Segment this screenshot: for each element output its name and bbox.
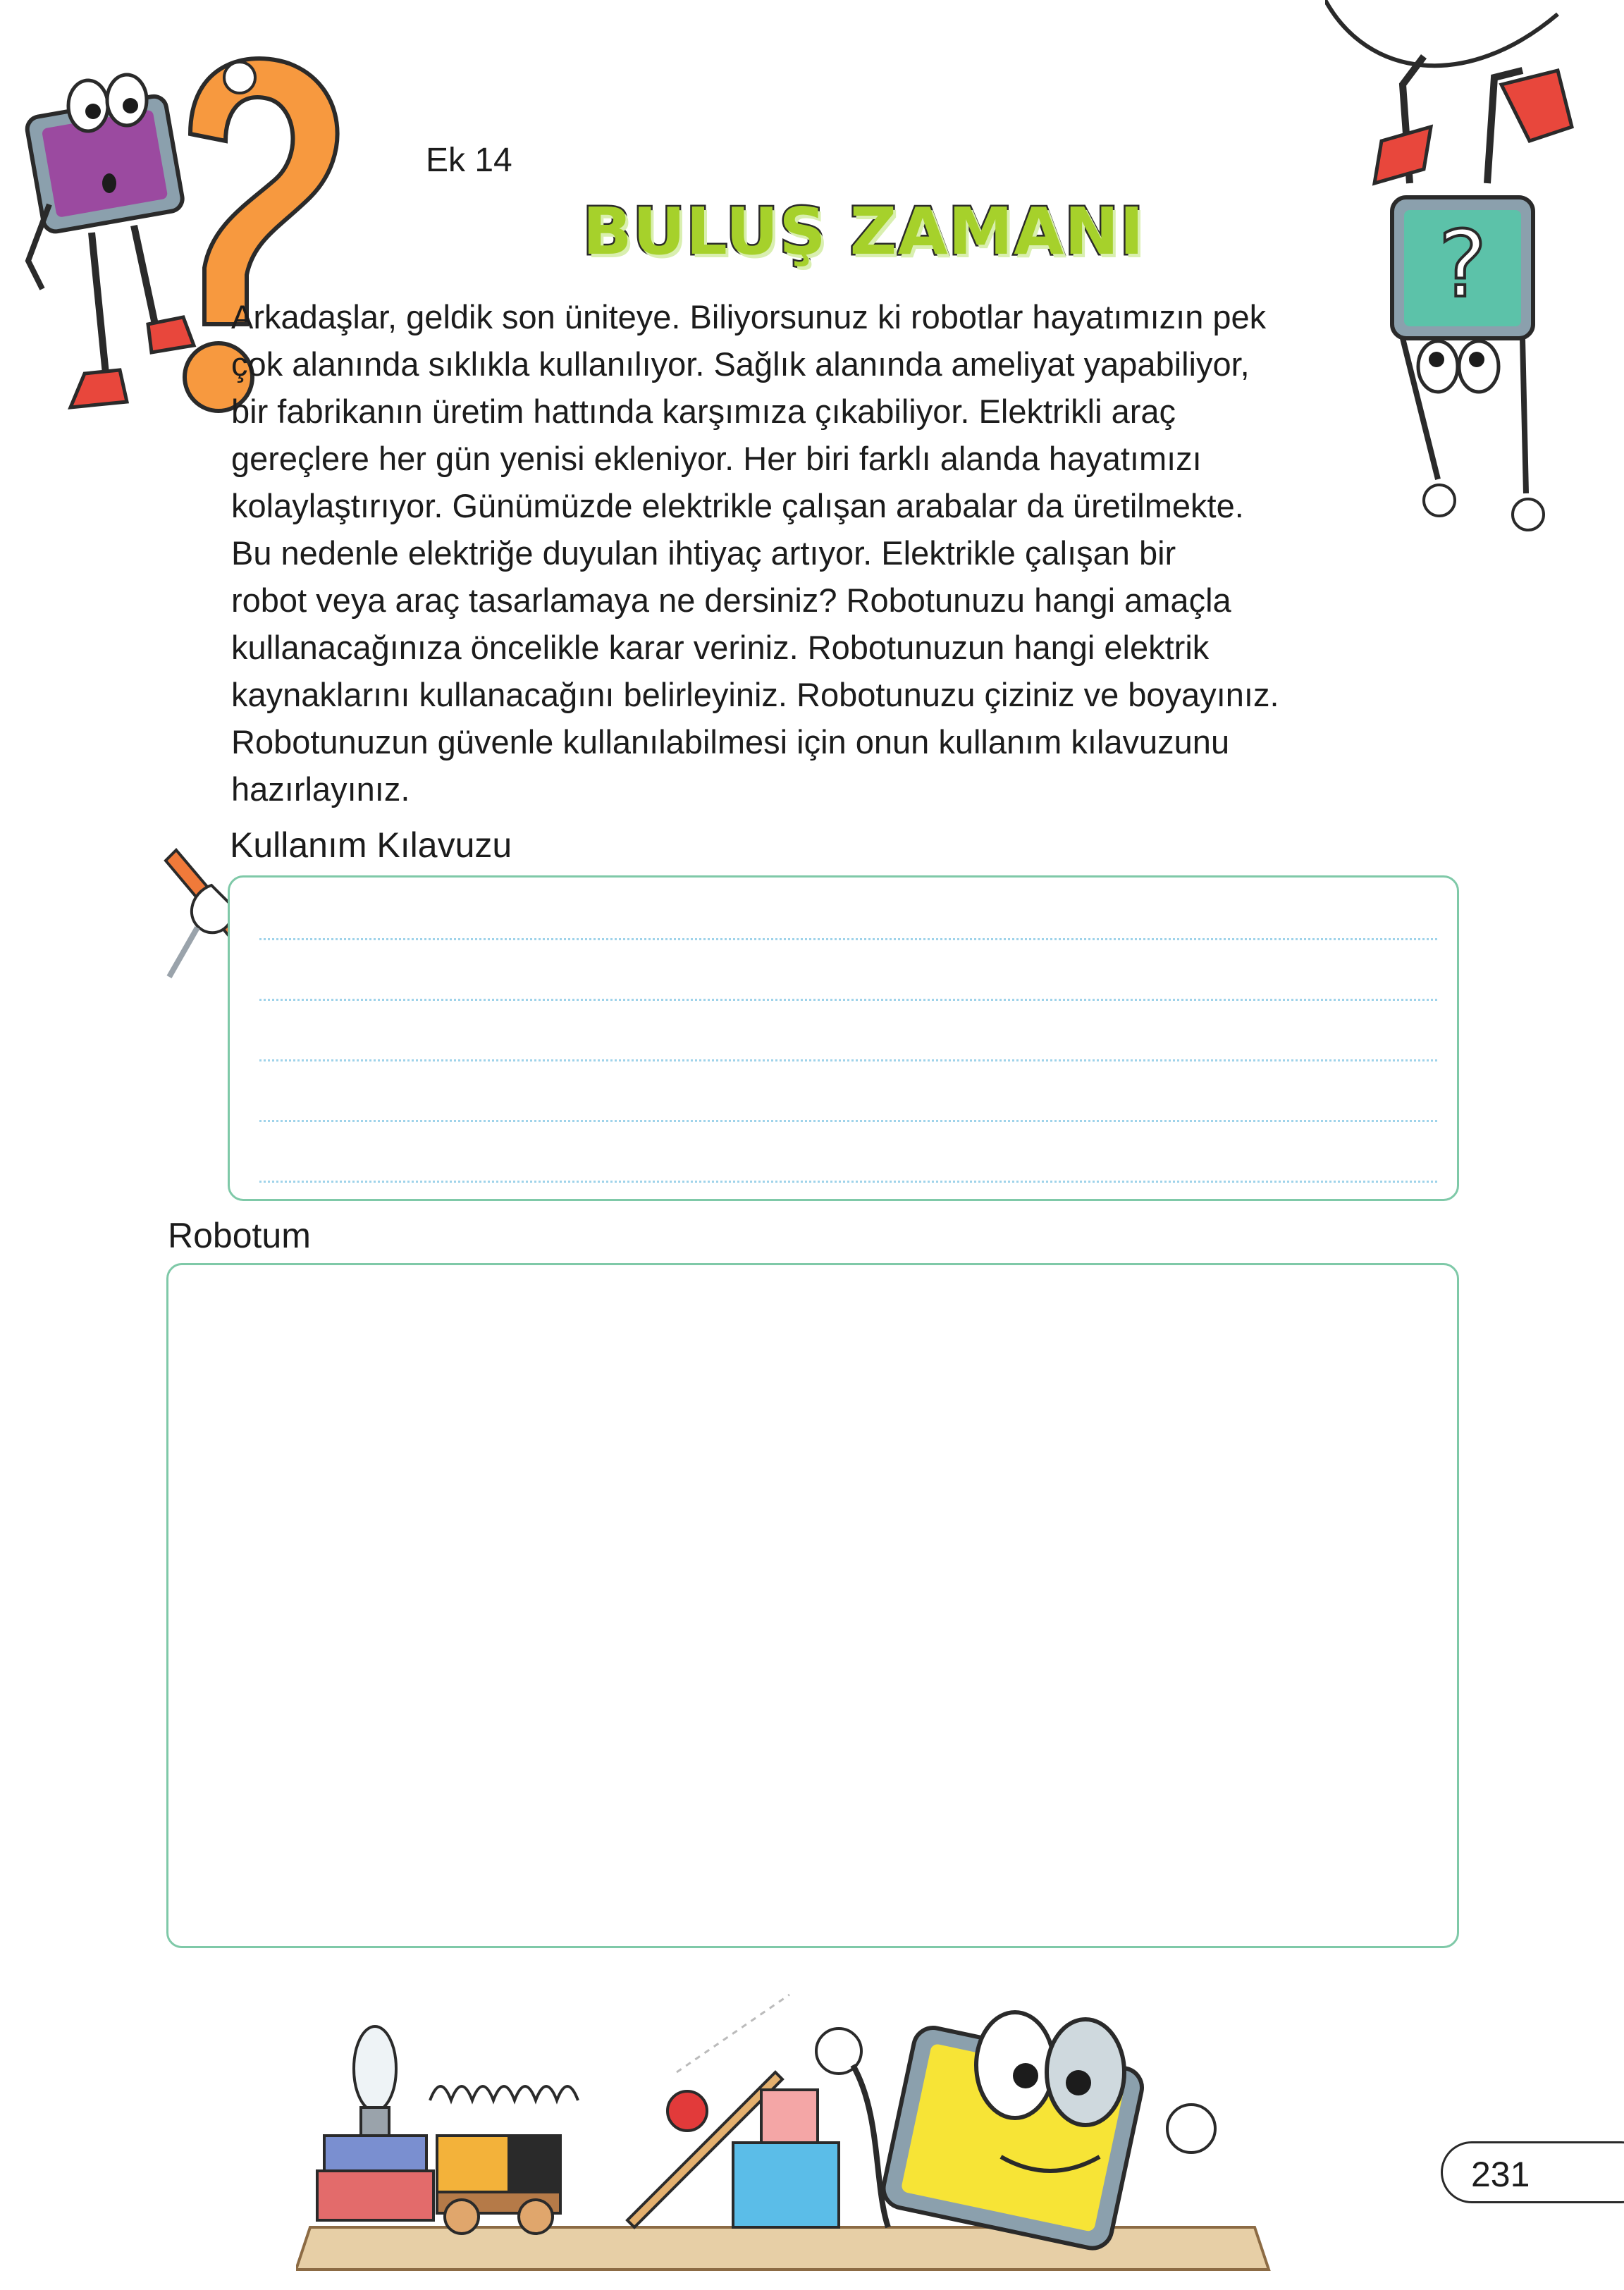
intro-paragraph xyxy=(231,293,1401,813)
bottom-electricity-illustration xyxy=(296,1931,1283,2284)
appendix-label: Ek 14 xyxy=(426,142,512,179)
intro-line: Robotunuzun güvenle kullanılabilmesi için onun kullanım kılavuzunu xyxy=(231,723,1230,761)
robot-drawing-box[interactable] xyxy=(166,1263,1459,1948)
guide-writing-box[interactable] xyxy=(228,875,1459,1201)
page-title: BULUŞ ZAMANI xyxy=(582,194,1145,269)
writing-line xyxy=(259,1059,1437,1061)
svg-text:?: ? xyxy=(1438,211,1487,318)
intro-line: kullanacağınıza öncelikle karar veriniz. Robotunuzun hangi elektrik xyxy=(231,629,1210,666)
intro-line: Arkadaşlar, geldik son üniteye. Biliyorsunuz ki robotlar hayatımızın pek xyxy=(231,298,1267,336)
intro-line: bir fabrikanın üretim hattında karşımıza çıkabiliyor. Elektrikli araç xyxy=(231,393,1176,430)
intro-line: kolaylaştırıyor. Günümüzde elektrikle çalışan arabalar da üretilmekte. xyxy=(231,487,1244,524)
intro-line: kaynaklarını kullanacağını belirleyiniz. Robotunuzu çiziniz ve boyayınız. xyxy=(231,676,1279,713)
robot-section-label: Robotum xyxy=(168,1216,311,1255)
intro-line: çok alanında sıklıkla kullanılıyor. Sağlık alanında ameliyat yapabiliyor, xyxy=(231,345,1250,383)
intro-line: gereçlere her gün yenisi ekleniyor. Her biri farklı alanda hayatımızı xyxy=(231,440,1202,477)
intro-line: Bu nedenle elektriğe duyulan ihtiyaç artıyor. Elektrikle çalışan bir xyxy=(231,534,1176,572)
guide-section-label: Kullanım Kılavuzu xyxy=(230,825,512,865)
writing-line xyxy=(259,1181,1437,1183)
writing-line xyxy=(259,938,1437,940)
writing-line xyxy=(259,1120,1437,1122)
intro-line: hazırlayınız. xyxy=(231,770,410,808)
intro-line: robot veya araç tasarlamaya ne dersiniz? Robotunuzu hangi amaçla xyxy=(231,581,1231,619)
page-number: 231 xyxy=(1441,2141,1624,2203)
writing-line xyxy=(259,999,1437,1001)
